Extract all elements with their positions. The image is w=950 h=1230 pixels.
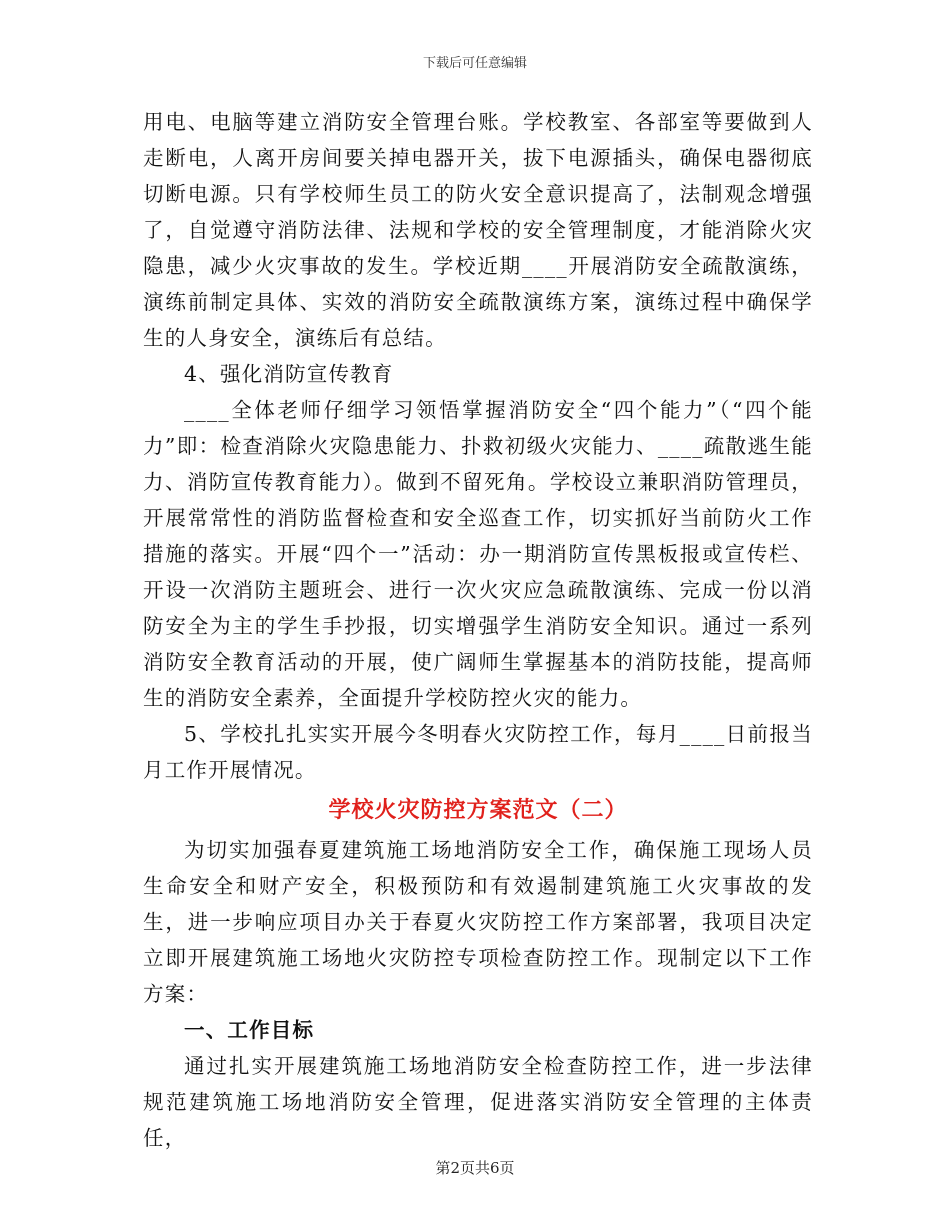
paragraph-intro: 为切实加强春夏建筑施工场地消防安全工作，确保施工现场人员生命安全和财产安全，积极预防和有效遏制建筑施工火灾事故的发生，进一步响应项目办关于春夏火灾防控工作方案部署，我项目决定立即开展建筑施工场地火灾防控专项检查防控工作。现制定以下工作方案： xyxy=(143,838,813,1006)
page-footer: 第2页共6页 xyxy=(435,1159,515,1177)
section-title: 学校火灾防控方案范文（二） xyxy=(328,797,628,823)
paragraph-continued: 用电、电脑等建立消防安全管理台账。学校教室、各部室等要做到人走断电，人离开房间要关掉电器开关，拔下电源插头，确保电器彻底切断电源。只有学校师生员工的防火安全意识提高了，法制观念增强了，自觉遵守消防法律、法规和学校的安全管理制度，才能消除火灾隐患，减少火灾事故的发生。学校近期____开展消防安全疏散演练，演练前制定具体、实效的消防安全疏散演练方案，演练过程中确保学生的人身安全，演练后有总结。 xyxy=(143,110,813,350)
paragraph-item-5: 5、学校扎扎实实开展今冬明春火灾防控工作，每月____日前报当月工作开展情况。 xyxy=(143,722,813,782)
heading-item-4: 4、强化消防宣传教育 xyxy=(184,362,394,386)
page-header-note: 下载后可任意编辑 xyxy=(422,56,527,71)
document-body xyxy=(143,104,813,1156)
heading-work-goal: 一、工作目标 xyxy=(184,1018,315,1042)
paragraph-work-goal: 通过扎实开展建筑施工场地消防安全检查防控工作，进一步法律规范建筑施工场地消防安全管理，促进落实消防安全管理的主体责任， xyxy=(143,1054,813,1150)
paragraph-four-abilities: ____全体老师仔细学习领悟掌握消防安全“四个能力”（“四个能力”即：检查消除火灾隐患能力、扑救初级火灾能力、____疏散逃生能力、消防宣传教育能力）。做到不留死角。学校设立兼职消防管理员，开展常常性的消防监督检查和安全巡查工作，切实抓好当前防火工作措施的落实。开展“四个一”活动：办一期消防宣传黑板报或宣传栏、开设一次消防主题班会、进行一次火灾应急疏散演练、完成一份以消防安全为主的学生手抄报，切实增强学生消防安全知识。通过一系列消防安全教育活动的开展，使广阔师生掌握基本的消防技能，提高师生的消防安全素养，全面提升学校防控火灾的能力。 xyxy=(143,398,813,710)
